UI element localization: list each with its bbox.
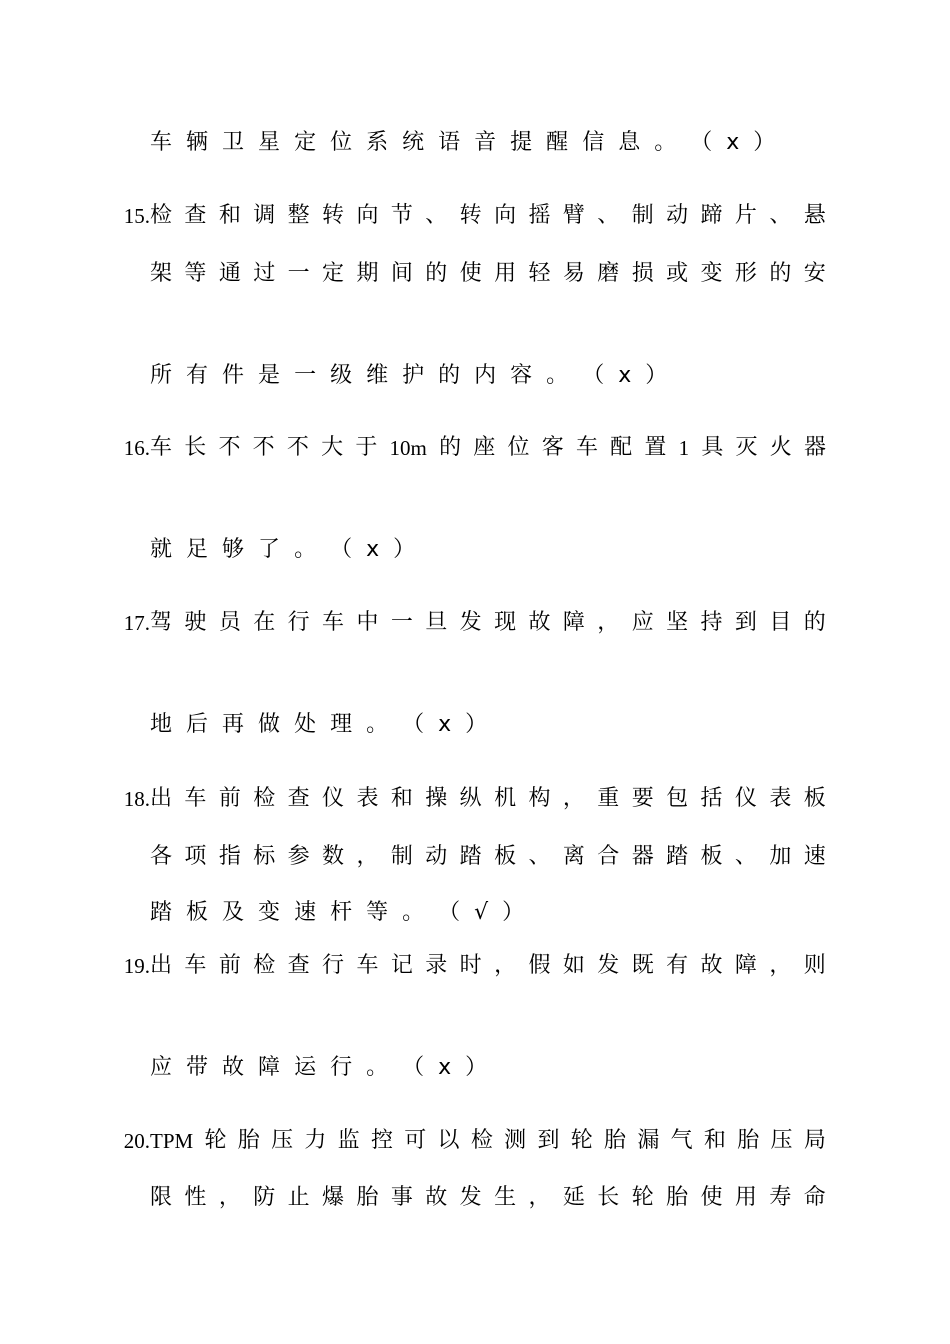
text-glyph: 转 — [459, 203, 482, 228]
text-glyph: 指 — [218, 844, 241, 869]
text-glyph: 使 — [700, 1185, 723, 1210]
text-glyph: 有 — [666, 953, 689, 978]
text-glyph: 止 — [287, 1185, 310, 1210]
text-glyph: （ — [690, 130, 713, 155]
text-glyph: 检 — [253, 786, 276, 811]
text-glyph: 容 — [510, 363, 533, 388]
text-glyph: 车 — [184, 953, 207, 978]
text-glyph: 命 — [803, 1185, 826, 1210]
text-glyph: 标 — [253, 844, 276, 869]
text-glyph: 整 — [287, 203, 310, 228]
text-glyph: 障 — [734, 953, 757, 978]
text-glyph: 合 — [597, 844, 620, 869]
text-glyph: 大 — [321, 435, 344, 460]
text-glyph: 调 — [253, 203, 276, 228]
text-glyph: 运 — [294, 1055, 317, 1080]
text-line — [150, 428, 826, 468]
text-glyph: 加 — [769, 844, 792, 869]
text-glyph: TPM — [150, 1129, 194, 1153]
text-glyph: 要 — [631, 786, 654, 811]
text-glyph: 定 — [322, 261, 345, 286]
text-glyph: 就 — [150, 537, 173, 562]
text-glyph: 板 — [186, 900, 209, 925]
text-glyph: 所 — [150, 363, 173, 388]
text-glyph: 检 — [470, 1128, 493, 1153]
text-glyph: 车 — [184, 786, 207, 811]
text-glyph: 了 — [258, 537, 281, 562]
text-glyph: 力 — [304, 1128, 327, 1153]
text-glyph: ， — [528, 1185, 551, 1210]
text-glyph: （ — [402, 1055, 425, 1080]
text-glyph: 客 — [541, 435, 564, 460]
text-glyph: 车 — [150, 130, 173, 155]
text-glyph: 行 — [330, 1055, 353, 1080]
text-glyph: 踏 — [666, 844, 689, 869]
text-glyph: 器 — [631, 844, 654, 869]
text-glyph: 记 — [390, 953, 413, 978]
text-glyph: 及 — [222, 900, 245, 925]
text-glyph: 具 — [701, 435, 724, 460]
text-glyph: 员 — [218, 610, 241, 635]
text-glyph: 仪 — [734, 786, 757, 811]
text-glyph: 事 — [390, 1185, 413, 1210]
text-glyph: 可 — [404, 1128, 427, 1153]
text-glyph: 车 — [575, 435, 598, 460]
text-glyph: 故 — [700, 953, 723, 978]
item-number-15: 15. — [123, 204, 150, 228]
text-glyph: 各 — [150, 844, 173, 869]
text-glyph: 操 — [425, 786, 448, 811]
text-glyph: 纵 — [459, 786, 482, 811]
text-glyph: 既 — [631, 953, 654, 978]
text-glyph: 的 — [439, 435, 462, 460]
text-line — [150, 893, 826, 933]
text-glyph: 安 — [803, 261, 826, 286]
text-glyph: 。 — [294, 537, 317, 562]
text-glyph: ） — [645, 363, 668, 388]
text-glyph: 机 — [494, 786, 517, 811]
text-glyph: √ — [474, 900, 489, 925]
text-glyph: 。 — [546, 363, 569, 388]
text-glyph: 轮 — [570, 1128, 593, 1153]
text-glyph: 压 — [271, 1128, 294, 1153]
text-glyph: ， — [769, 953, 792, 978]
text-glyph: 是 — [258, 363, 281, 388]
text-glyph: 胎 — [666, 1185, 689, 1210]
text-glyph: 漏 — [637, 1128, 660, 1153]
text-glyph: 等 — [366, 900, 389, 925]
text-glyph: 假 — [528, 953, 551, 978]
text-glyph: 的 — [769, 261, 792, 286]
item-number-19: 19. — [123, 954, 150, 978]
text-glyph: 有 — [186, 363, 209, 388]
text-glyph: 轻 — [528, 261, 551, 286]
text-glyph: 架 — [150, 261, 173, 286]
text-glyph: 现 — [494, 610, 517, 635]
text-glyph: （ — [330, 537, 353, 562]
text-glyph: 如 — [562, 953, 585, 978]
text-glyph: 带 — [186, 1055, 209, 1080]
text-glyph: 辆 — [186, 130, 209, 155]
text-glyph: 故 — [425, 1185, 448, 1210]
text-glyph: 一 — [294, 363, 317, 388]
text-glyph: 损 — [631, 261, 654, 286]
text-glyph: 易 — [562, 261, 585, 286]
text-line — [150, 946, 826, 986]
text-glyph: （ — [438, 900, 461, 925]
text-glyph: 应 — [631, 610, 654, 635]
text-glyph: 生 — [494, 1185, 517, 1210]
text-glyph: 项 — [184, 844, 207, 869]
text-glyph: 地 — [150, 712, 173, 737]
text-glyph: 出 — [150, 786, 173, 811]
text-glyph: 时 — [459, 953, 482, 978]
text-glyph: 括 — [700, 786, 723, 811]
text-glyph: 期 — [356, 261, 379, 286]
text-glyph: 持 — [700, 610, 723, 635]
text-glyph: 配 — [610, 435, 633, 460]
text-glyph: 摇 — [528, 203, 551, 228]
text-glyph: 火 — [769, 435, 792, 460]
text-glyph: 寿 — [769, 1185, 792, 1210]
text-glyph: 查 — [287, 953, 310, 978]
text-glyph: 和 — [218, 203, 241, 228]
text-glyph: 。 — [402, 900, 425, 925]
text-glyph: 监 — [337, 1128, 360, 1153]
text-glyph: 后 — [186, 712, 209, 737]
text-glyph: 用 — [494, 261, 517, 286]
text-glyph: 行 — [287, 610, 310, 635]
text-glyph: 控 — [370, 1128, 393, 1153]
text-glyph: 足 — [186, 537, 209, 562]
text-glyph: 使 — [459, 261, 482, 286]
item-number-20: 20. — [123, 1129, 150, 1153]
text-glyph: 则 — [803, 953, 826, 978]
text-glyph: ， — [562, 786, 585, 811]
text-glyph: 测 — [504, 1128, 527, 1153]
text-glyph: 动 — [425, 844, 448, 869]
text-glyph: ， — [356, 844, 379, 869]
text-glyph: 驾 — [150, 610, 173, 635]
text-line — [150, 1048, 826, 1088]
text-line — [150, 705, 826, 745]
text-glyph: 件 — [222, 363, 245, 388]
text-glyph: 数 — [322, 844, 345, 869]
text-glyph: ） — [753, 130, 776, 155]
text-glyph: 限 — [150, 1185, 173, 1210]
text-glyph: 不 — [218, 435, 241, 460]
text-glyph: 长 — [597, 1185, 620, 1210]
item-number-18: 18. — [123, 787, 150, 811]
text-glyph: 10m — [389, 436, 427, 460]
text-glyph: 节 — [390, 203, 413, 228]
text-glyph: 杆 — [330, 900, 353, 925]
text-glyph: 到 — [537, 1128, 560, 1153]
text-glyph: 座 — [473, 435, 496, 460]
text-glyph: 在 — [253, 610, 276, 635]
text-glyph: （ — [582, 363, 605, 388]
text-glyph: 、 — [425, 203, 448, 228]
text-glyph: ， — [597, 610, 620, 635]
text-glyph: 置 — [644, 435, 667, 460]
text-glyph: x — [726, 130, 740, 155]
text-line — [150, 123, 826, 163]
text-glyph: 内 — [474, 363, 497, 388]
text-glyph: 轮 — [204, 1128, 227, 1153]
text-line — [150, 1121, 826, 1161]
text-glyph: 形 — [734, 261, 757, 286]
text-line — [150, 603, 826, 643]
text-glyph: 构 — [528, 786, 551, 811]
text-glyph: ） — [502, 900, 525, 925]
text-glyph: 够 — [222, 537, 245, 562]
text-glyph: 维 — [366, 363, 389, 388]
text-glyph: 处 — [294, 712, 317, 737]
text-glyph: 离 — [562, 844, 585, 869]
text-line — [150, 356, 826, 396]
text-glyph: 防 — [253, 1185, 276, 1210]
text-line — [150, 837, 826, 877]
text-glyph: 的 — [803, 610, 826, 635]
text-glyph: 轮 — [631, 1185, 654, 1210]
text-glyph: 旦 — [425, 610, 448, 635]
text-glyph: 信 — [582, 130, 605, 155]
text-glyph: 再 — [222, 712, 245, 737]
text-glyph: 、 — [528, 844, 551, 869]
text-glyph: 和 — [390, 786, 413, 811]
text-glyph: 息 — [618, 130, 641, 155]
text-glyph: 以 — [437, 1128, 460, 1153]
text-glyph: 压 — [770, 1128, 793, 1153]
item-number-16: 16. — [123, 436, 150, 460]
text-glyph: 踏 — [150, 900, 173, 925]
text-line — [150, 254, 826, 294]
text-glyph: 制 — [390, 844, 413, 869]
text-glyph: 板 — [803, 786, 826, 811]
text-glyph: 胎 — [737, 1128, 760, 1153]
text-glyph: 目 — [769, 610, 792, 635]
text-glyph: 于 — [355, 435, 378, 460]
text-glyph: 、 — [597, 203, 620, 228]
text-glyph: 臂 — [562, 203, 585, 228]
text-glyph: 的 — [425, 261, 448, 286]
text-glyph: 蹄 — [700, 203, 723, 228]
text-glyph: 应 — [150, 1055, 173, 1080]
text-glyph: 卫 — [222, 130, 245, 155]
text-glyph: 障 — [562, 610, 585, 635]
text-glyph: 局 — [803, 1128, 826, 1153]
text-glyph: 气 — [670, 1128, 693, 1153]
text-glyph: 。 — [366, 1055, 389, 1080]
text-glyph: 表 — [356, 786, 379, 811]
text-glyph: 驶 — [184, 610, 207, 635]
text-glyph: 理 — [330, 712, 353, 737]
text-glyph: 板 — [494, 844, 517, 869]
text-glyph: 通 — [218, 261, 241, 286]
text-glyph: 定 — [294, 130, 317, 155]
text-glyph: 变 — [258, 900, 281, 925]
text-line — [150, 196, 826, 236]
text-glyph: 过 — [253, 261, 276, 286]
text-glyph: 变 — [700, 261, 723, 286]
text-glyph: 车 — [150, 435, 173, 460]
text-line — [150, 779, 826, 819]
text-glyph: 表 — [769, 786, 792, 811]
text-glyph: 级 — [330, 363, 353, 388]
text-glyph: 延 — [562, 1185, 585, 1210]
text-glyph: x — [366, 537, 380, 562]
text-glyph: 器 — [803, 435, 826, 460]
text-glyph: 障 — [258, 1055, 281, 1080]
text-glyph: ） — [465, 712, 488, 737]
text-glyph: 灭 — [735, 435, 758, 460]
text-glyph: x — [618, 363, 632, 388]
text-glyph: 悬 — [803, 203, 826, 228]
text-glyph: 行 — [322, 953, 345, 978]
text-glyph: 转 — [322, 203, 345, 228]
text-glyph: ） — [465, 1055, 488, 1080]
text-glyph: 音 — [474, 130, 497, 155]
text-glyph: 醒 — [546, 130, 569, 155]
text-glyph: 速 — [803, 844, 826, 869]
text-glyph: 仪 — [322, 786, 345, 811]
text-glyph: 等 — [184, 261, 207, 286]
text-glyph: 护 — [402, 363, 425, 388]
text-glyph: ） — [393, 537, 416, 562]
text-glyph: 中 — [356, 610, 379, 635]
item-number-17: 17. — [123, 611, 150, 635]
text-glyph: 片 — [734, 203, 757, 228]
text-glyph: 速 — [294, 900, 317, 925]
text-glyph: 胎 — [604, 1128, 627, 1153]
text-glyph: 星 — [258, 130, 281, 155]
text-glyph: 位 — [330, 130, 353, 155]
text-glyph: 胎 — [356, 1185, 379, 1210]
text-line — [150, 1178, 826, 1218]
text-glyph: 不 — [286, 435, 309, 460]
text-glyph: 板 — [700, 844, 723, 869]
text-glyph: 包 — [666, 786, 689, 811]
text-glyph: 一 — [287, 261, 310, 286]
text-glyph: 检 — [150, 203, 173, 228]
text-glyph: 爆 — [322, 1185, 345, 1210]
text-glyph: 胎 — [237, 1128, 260, 1153]
text-glyph: 和 — [703, 1128, 726, 1153]
text-glyph: 一 — [390, 610, 413, 635]
text-glyph: 踏 — [459, 844, 482, 869]
text-glyph: 动 — [666, 203, 689, 228]
text-glyph: 车 — [356, 953, 379, 978]
text-glyph: 长 — [184, 435, 207, 460]
text-glyph: 发 — [459, 610, 482, 635]
text-glyph: 前 — [218, 953, 241, 978]
text-glyph: 检 — [253, 953, 276, 978]
text-glyph: ， — [494, 953, 517, 978]
text-glyph: 到 — [734, 610, 757, 635]
text-glyph: 1 — [678, 436, 690, 460]
text-glyph: 用 — [734, 1185, 757, 1210]
text-glyph: ， — [218, 1185, 241, 1210]
text-glyph: 参 — [287, 844, 310, 869]
text-glyph: 、 — [734, 844, 757, 869]
text-glyph: 故 — [222, 1055, 245, 1080]
text-glyph: 统 — [402, 130, 425, 155]
text-glyph: x — [438, 712, 452, 737]
text-glyph: 磨 — [597, 261, 620, 286]
text-glyph: x — [438, 1055, 452, 1080]
text-glyph: 。 — [366, 712, 389, 737]
text-glyph: 提 — [510, 130, 533, 155]
text-glyph: 系 — [366, 130, 389, 155]
text-glyph: 向 — [494, 203, 517, 228]
text-glyph: 查 — [287, 786, 310, 811]
text-glyph: 做 — [258, 712, 281, 737]
text-glyph: 或 — [666, 261, 689, 286]
text-glyph: 车 — [322, 610, 345, 635]
text-line — [150, 530, 826, 570]
text-glyph: 录 — [425, 953, 448, 978]
text-glyph: 。 — [654, 130, 677, 155]
text-glyph: 坚 — [666, 610, 689, 635]
text-glyph: 间 — [390, 261, 413, 286]
text-glyph: 发 — [597, 953, 620, 978]
text-glyph: （ — [402, 712, 425, 737]
text-glyph: 语 — [438, 130, 461, 155]
text-glyph: 故 — [528, 610, 551, 635]
text-glyph: 制 — [631, 203, 654, 228]
text-glyph: 前 — [218, 786, 241, 811]
text-glyph: 、 — [769, 203, 792, 228]
text-glyph: 的 — [438, 363, 461, 388]
text-glyph: 出 — [150, 953, 173, 978]
text-glyph: 重 — [597, 786, 620, 811]
text-glyph: 发 — [459, 1185, 482, 1210]
text-glyph: 向 — [356, 203, 379, 228]
text-glyph: 查 — [184, 203, 207, 228]
text-glyph: 性 — [184, 1185, 207, 1210]
text-glyph: 位 — [507, 435, 530, 460]
text-glyph: 不 — [252, 435, 275, 460]
